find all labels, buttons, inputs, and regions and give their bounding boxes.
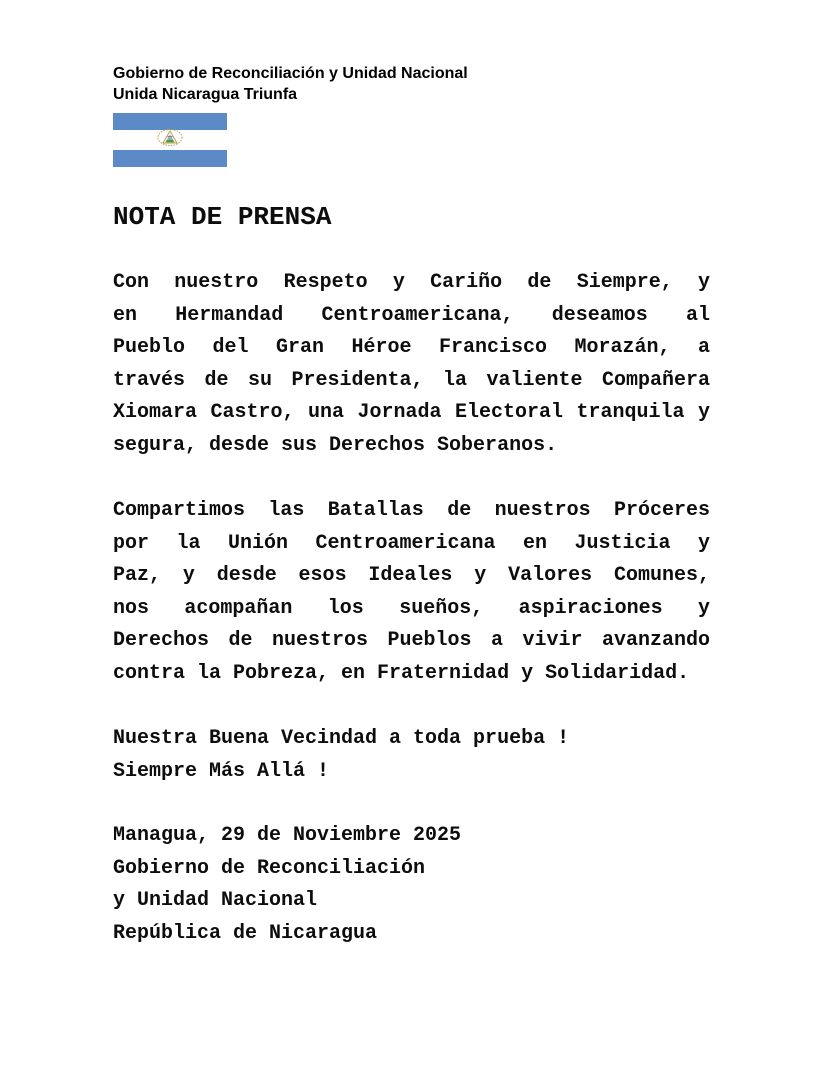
text-line: Con nuestro Respeto y Cariño de Siempre, y <box>113 271 710 294</box>
text-line: contra la Pobreza, en Fraternidad y Solidaridad. <box>113 661 690 685</box>
document-title: NOTA DE PRENSA <box>113 202 332 232</box>
flag-bottom-stripe <box>113 150 227 167</box>
letterhead-government-name: Gobierno de Reconciliación y Unidad Nacional <box>113 65 468 82</box>
flag-middle-stripe <box>113 130 227 150</box>
text-line: nos acompañan los sueños, aspiraciones y <box>113 596 710 620</box>
paragraph-greeting <box>113 267 710 462</box>
text-line: través de su Presidenta, la valiente Compañera <box>113 368 710 392</box>
nicaragua-coat-of-arms-icon <box>157 129 183 152</box>
text-line: Nuestra Buena Vecindad a toda prueba ! <box>113 727 570 750</box>
nicaragua-flag <box>113 113 227 167</box>
text-line: y Unidad Nacional <box>113 889 318 912</box>
text-line: Compartimos las Batallas de nuestros Próceres <box>113 499 710 522</box>
text-line: Derechos de nuestros Pueblos a vivir avanzando <box>113 629 710 652</box>
signature-block <box>113 820 710 950</box>
text-line: segura, desde sus Derechos Soberanos. <box>113 433 558 457</box>
letterhead-slogan: Unida Nicaragua Triunfa <box>113 86 298 103</box>
text-line: Managua, 29 de Noviembre 2025 <box>113 824 462 847</box>
text-line: por la Unión Centroamericana en Justicia y <box>113 531 710 555</box>
paragraph-closing <box>113 723 710 788</box>
text-line: Siempre Más Allá ! <box>113 759 330 783</box>
text-line: Gobierno de Reconciliación <box>113 856 426 880</box>
text-line: República de Nicaragua <box>113 921 378 945</box>
text-line: en Hermandad Centroamericana, deseamos al <box>113 303 710 327</box>
paragraph-solidarity <box>113 495 710 690</box>
text-line: Paz, y desde esos Ideales y Valores Comunes, <box>113 564 710 587</box>
flag-top-stripe <box>113 113 227 130</box>
text-line: Xiomara Castro, una Jornada Electoral tranquila y <box>113 401 710 424</box>
letterhead <box>113 63 468 105</box>
text-line: Pueblo del Gran Héroe Francisco Morazán, a <box>113 336 710 359</box>
